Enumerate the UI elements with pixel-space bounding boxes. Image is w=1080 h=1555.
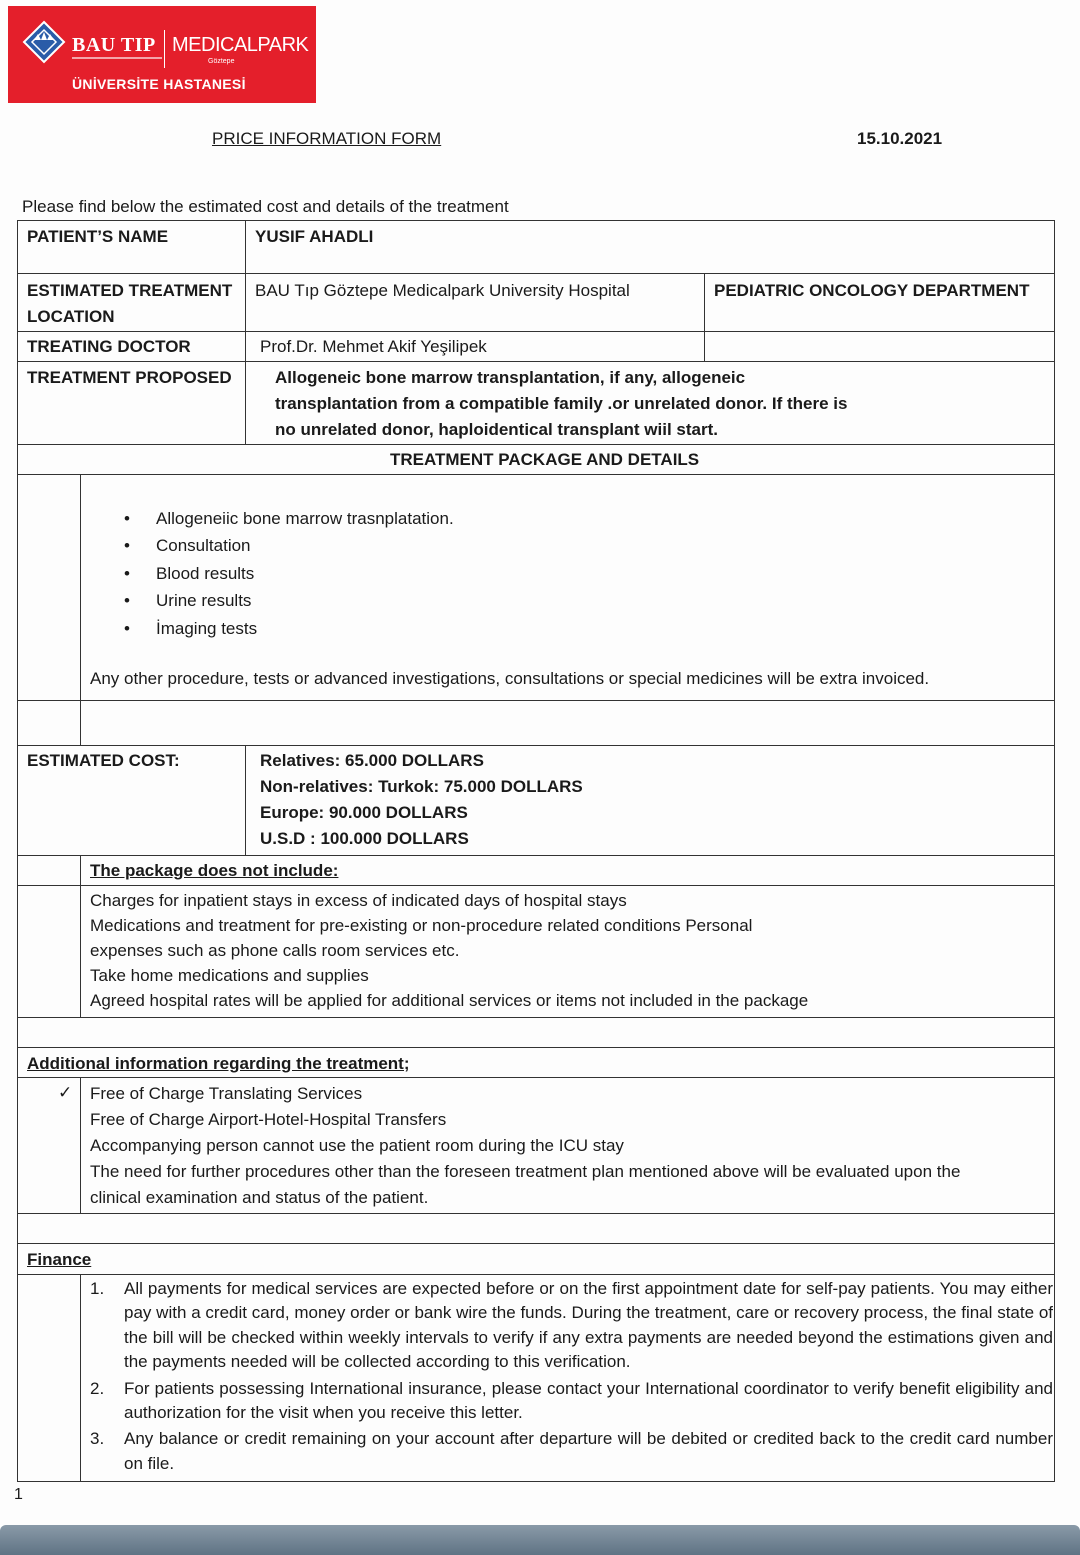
row-patient xyxy=(17,220,1055,274)
package-item: • Consultation xyxy=(124,532,454,559)
logo-separator xyxy=(164,30,165,68)
proposed-line: no unrelated donor, haploidentical transplant wiil start. xyxy=(275,420,718,439)
col-divider-package xyxy=(80,474,81,746)
form-title: PRICE INFORMATION FORM xyxy=(212,129,442,148)
cost-line: Relatives: 65.000 DOLLARS xyxy=(260,751,484,770)
exclusion-line: expenses such as phone calls room services etc. xyxy=(90,941,460,960)
logo-subtitle: ÜNİVERSİTE HASTANESİ xyxy=(72,76,246,92)
logo-underline xyxy=(72,57,162,59)
department-value: PEDIATRIC ONCOLOGY DEPARTMENT xyxy=(714,281,1030,300)
package-heading: TREATMENT PACKAGE AND DETAILS xyxy=(390,450,700,469)
package-items-list xyxy=(124,505,454,642)
row-empty-2 xyxy=(17,1017,1055,1048)
col-divider-department xyxy=(704,273,705,362)
row-empty-3 xyxy=(17,1213,1055,1244)
col-divider-exclusions xyxy=(80,855,81,1018)
col-divider-label xyxy=(245,220,246,445)
logo-campus: Göztepe xyxy=(208,58,235,65)
location-value: BAU Tıp Göztepe Medicalpark University Hospital xyxy=(255,281,630,300)
cost-line: U.S.D : 100.000 DOLLARS xyxy=(260,829,469,848)
additional-line: The need for further procedures other than the foreseen treatment plan mentioned above will be evaluated upon the xyxy=(90,1162,961,1181)
hospital-logo xyxy=(8,6,316,103)
patient-name: YUSIF AHADLI xyxy=(255,227,374,246)
package-item: • Blood results xyxy=(124,560,454,587)
finance-item-text: All payments for medical services are expected before or on the first appointment date for self-pay patients. You may either pay with a credit card, money order or bank wire the funds. During the treatment, care or recovery process, the final state of the bill will be checked within weekly intervals to verify if any extra payments are needed beyond the estimations given and the payments needed will be collected according to this verification. xyxy=(124,1279,1053,1372)
row-finance-heading xyxy=(17,1243,1055,1275)
cost-line: Europe: 90.000 DOLLARS xyxy=(260,803,468,822)
additional-line: Free of Charge Translating Services xyxy=(90,1084,363,1103)
proposed-label: TREATMENT PROPOSED xyxy=(27,368,232,387)
additional-heading: Additional information regarding the treatment; xyxy=(27,1054,410,1073)
finance-item-number: 2. xyxy=(90,1378,105,1398)
col-divider-additional xyxy=(80,1077,81,1214)
proposed-line: Allogeneic bone marrow transplantation, if any, allogeneic xyxy=(275,368,746,387)
logo-brand-right: MEDICALPARK xyxy=(172,34,309,56)
package-note: Any other procedure, tests or advanced investigations, consultations or special medicines will be extra invoiced. xyxy=(90,669,930,688)
crown-emblem-icon xyxy=(22,20,66,64)
additional-line: Free of Charge Airport-Hotel-Hospital Transfers xyxy=(90,1110,447,1129)
patient-label: PATIENT’S NAME xyxy=(27,227,169,246)
finance-item xyxy=(90,1427,1053,1476)
finance-heading: Finance xyxy=(27,1250,92,1269)
viewer-bottom-bar xyxy=(0,1525,1080,1555)
exclusion-line: Medications and treatment for pre-existing or non-procedure related conditions Personal xyxy=(90,916,753,935)
package-item: • Urine results xyxy=(124,587,454,614)
cost-line: Non-relatives: Turkok: 75.000 DOLLARS xyxy=(260,777,583,796)
finance-item-text: For patients possessing International insurance, please contact your International coordinator to verify benefit eligibility and authorization for the visit when you receive this letter. xyxy=(124,1378,1053,1423)
row-empty-1 xyxy=(17,700,1055,746)
cost-label: ESTIMATED COST: xyxy=(27,751,180,770)
finance-item-number: 3. xyxy=(90,1429,105,1449)
proposed-line: transplantation from a compatible family .or unrelated donor. If there is xyxy=(275,394,848,413)
package-item: • Allogeneiic bone marrow trasnplatation. xyxy=(124,505,454,532)
location-label-line1: ESTIMATED TREATMENT xyxy=(27,281,233,300)
package-item: • İmaging tests xyxy=(124,615,454,642)
finance-list xyxy=(90,1277,1053,1478)
intro-text: Please find below the estimated cost and details of the treatment xyxy=(22,197,509,216)
form-date: 15.10.2021 xyxy=(857,129,943,148)
finance-item-number: 1. xyxy=(90,1279,105,1298)
additional-line: clinical examination and status of the patient. xyxy=(90,1188,429,1207)
col-divider-finance xyxy=(80,1274,81,1482)
finance-item xyxy=(90,1377,1053,1426)
exclusion-line: Agreed hospital rates will be applied for additional services or items not included in the package xyxy=(90,991,809,1010)
doctor-value: Prof.Dr. Mehmet Akif Yeşilipek xyxy=(260,337,487,356)
additional-line: Accompanying person cannot use the patient room during the ICU stay xyxy=(90,1136,624,1155)
exclusion-line: Charges for inpatient stays in excess of indicated days of hospital stays xyxy=(90,891,627,910)
col-divider-cost xyxy=(245,745,246,856)
exclusion-line: Take home medications and supplies xyxy=(90,966,369,985)
checkmark-icon: ✓ xyxy=(58,1083,73,1102)
logo-brand-left: BAU TIP xyxy=(72,34,156,56)
page-number: 1 xyxy=(14,1486,23,1503)
finance-item-text: Any balance or credit remaining on your account after departure will be debited or credited back to the credit card number on file. xyxy=(124,1429,1053,1473)
exclusions-heading: The package does not include: xyxy=(90,861,339,880)
doctor-label: TREATING DOCTOR xyxy=(27,337,191,356)
location-label-line2: LOCATION xyxy=(27,307,115,326)
finance-item xyxy=(90,1277,1053,1375)
